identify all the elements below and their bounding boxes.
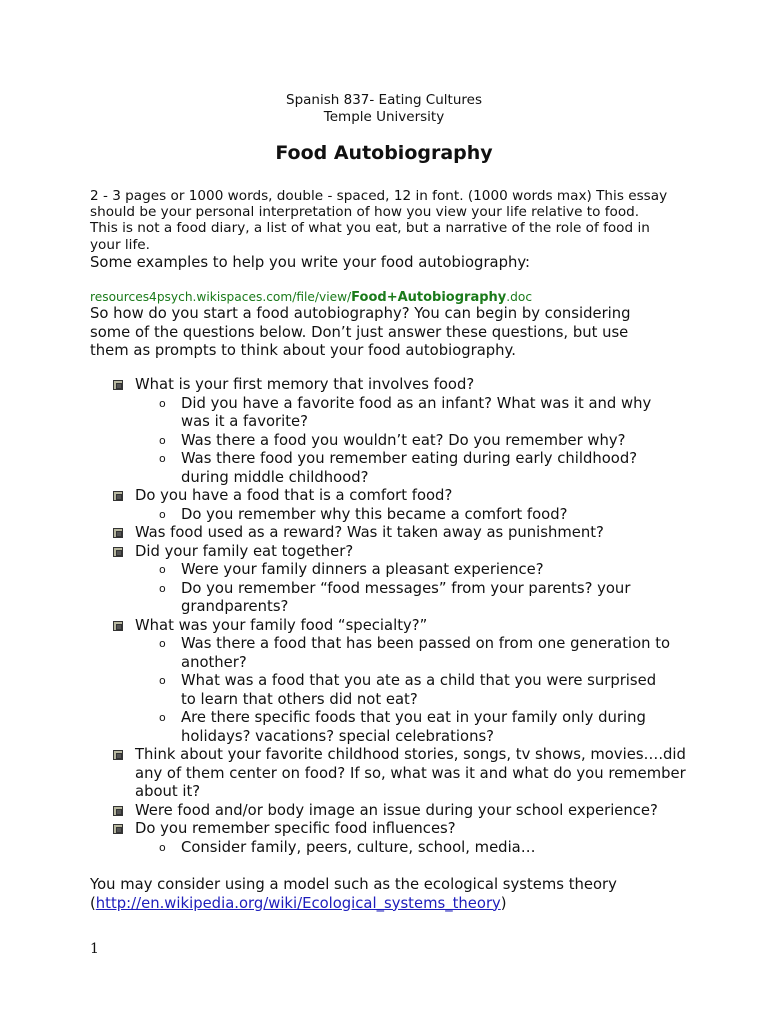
square-bullet-icon	[113, 547, 123, 557]
question-text: Do you remember specific food influences?	[135, 820, 456, 837]
circle-bullet-icon: o	[159, 840, 166, 854]
square-bullet-icon	[113, 750, 123, 760]
prompt-paragraph: So how do you start a food autobiography? You can begin by considering some of the questions below. Don’t just answer these questions, but use them as prompts to think about your food autobiography.	[90, 305, 631, 359]
question-text: Were food and/or body image an issue during your school experience?	[135, 801, 658, 819]
intro-paragraph: 2 - 3 pages or 1000 words, double - spaced, 12 in font. (1000 words max) This essay should be your personal interpretation of how you view your life relative to food. This is not a food diary, a list of what you eat, but a narrative of the role of food in your life.	[90, 188, 668, 253]
circle-bullet-icon: o	[159, 674, 166, 687]
question-item	[0, 376, 695, 395]
sub-question-item	[0, 580, 671, 617]
question-text: Did your family eat together?	[135, 542, 354, 560]
closing-paragraph	[90, 876, 690, 913]
circle-bullet-icon: o	[159, 433, 166, 447]
circle-bullet-icon: o	[159, 637, 166, 650]
circle-bullet-icon: o	[159, 711, 166, 724]
sub-question-text: Did you have a favorite food as an infant? What was it and why was it a favorite?	[181, 394, 652, 430]
question-item	[0, 746, 695, 802]
closing-text: You may consider using a model such as the ecological systems theory	[90, 876, 617, 893]
examples-line: Some examples to help you write your food autobiography:	[90, 254, 531, 271]
square-bullet-icon	[113, 824, 123, 834]
sub-question-item	[0, 561, 671, 580]
sub-question-item	[0, 839, 671, 858]
sub-question-item	[0, 709, 671, 746]
resource-link-suffix: .doc	[506, 290, 533, 304]
circle-bullet-icon: o	[159, 507, 166, 521]
square-bullet-icon	[113, 528, 123, 538]
sub-question-text: Was there a food you wouldn’t eat? Do you remember why?	[181, 431, 626, 449]
sub-question-text: What was a food that you ate as a child that you were surprised to learn that others did not eat?	[181, 672, 657, 708]
sub-question-item	[0, 432, 671, 451]
question-text: What was your family food “specialty?”	[135, 616, 428, 634]
question-item	[0, 543, 695, 562]
sub-question-text: Consider family, peers, culture, school, media…	[181, 838, 536, 856]
resource-link-bold: Food+Autobiography	[351, 290, 507, 305]
square-bullet-icon	[113, 806, 123, 816]
sub-question-text: Was there a food that has been passed on from one generation to another?	[181, 635, 671, 671]
question-item	[0, 617, 695, 636]
sub-question-item	[0, 672, 671, 709]
circle-bullet-icon: o	[159, 563, 166, 576]
question-item	[0, 487, 695, 506]
circle-bullet-icon: o	[159, 396, 166, 410]
question-list	[0, 376, 768, 857]
sub-question-text: Was there food you remember eating during early childhood? during middle childhood?	[181, 450, 638, 486]
sub-question-text: Are there specific foods that you eat in your family only during holidays? vacations? special celebrations?	[181, 709, 646, 745]
closing-close-paren: )	[500, 894, 507, 912]
square-bullet-icon	[113, 380, 123, 390]
document-title: Food Autobiography	[275, 142, 493, 164]
question-text: Think about your favorite childhood stories, songs, tv shows, movies….did any of them center on food? If so, what was it and what do you remember about it?	[135, 746, 686, 800]
square-bullet-icon	[113, 491, 123, 501]
circle-bullet-icon: o	[159, 452, 166, 465]
question-item	[0, 820, 695, 839]
page-number: 1	[90, 941, 99, 957]
question-text: Do you have a food that is a comfort food?	[135, 487, 453, 504]
resource-link-prefix: resources4psych.wikispaces.com/file/view/	[90, 290, 352, 304]
question-item	[0, 524, 695, 543]
sub-question-item	[0, 450, 671, 487]
question-text: What is your first memory that involves food?	[135, 376, 475, 393]
wikipedia-link[interactable]: http://en.wikipedia.org/wiki/Ecological_systems_theory	[95, 894, 501, 912]
question-item	[0, 802, 695, 821]
sub-question-item	[0, 395, 671, 432]
circle-bullet-icon: o	[159, 581, 166, 595]
sub-question-item	[0, 635, 671, 672]
resource-link[interactable]	[90, 289, 532, 306]
sub-question-text: Do you remember why this became a comfort food?	[181, 505, 568, 523]
university-name: Temple University	[323, 109, 445, 125]
closing-open-paren: (	[90, 894, 96, 912]
sub-question-text: Were your family dinners a pleasant experience?	[181, 561, 544, 578]
course-name: Spanish 837- Eating Cultures	[286, 92, 482, 108]
square-bullet-icon	[113, 621, 123, 631]
sub-question-text: Do you remember “food messages” from your parents? your grandparents?	[181, 579, 631, 615]
sub-question-item	[0, 506, 671, 525]
question-text: Was food used as a reward? Was it taken away as punishment?	[135, 524, 604, 541]
